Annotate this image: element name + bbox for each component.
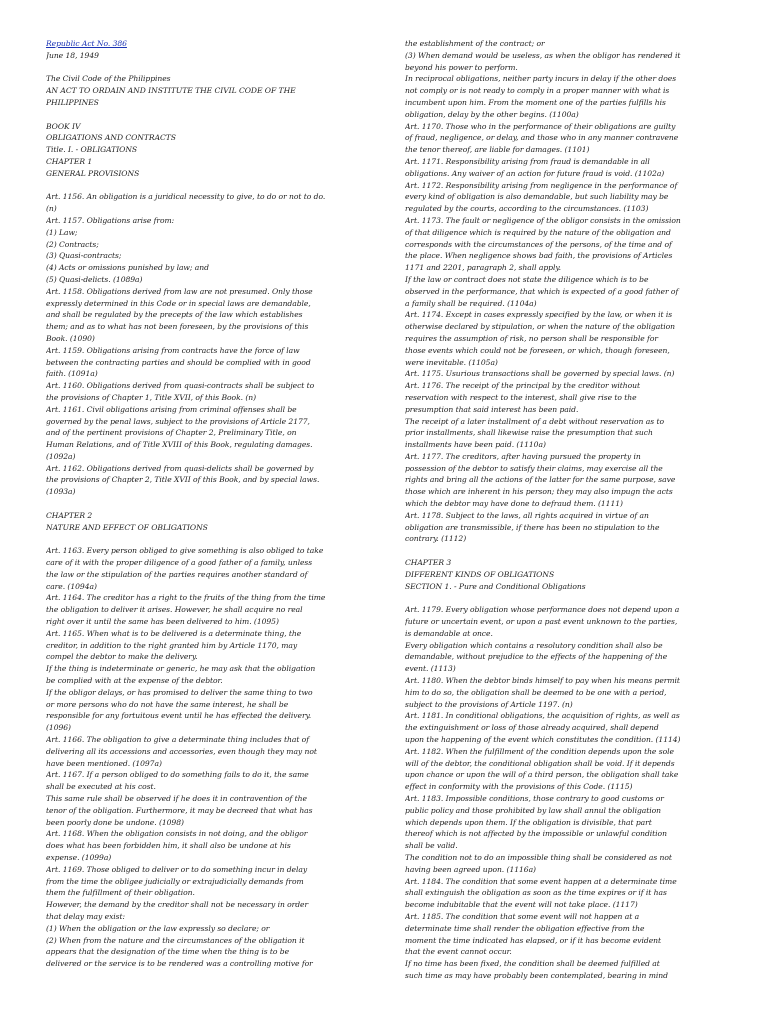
text-line: AN ACT TO ORDAIN AND INSTITUTE THE CIVIL CODE OF THE [46, 86, 296, 96]
text-line: obligation, delay by the other begins. (1100a) [405, 109, 579, 119]
text-line: PHILIPPINES [46, 97, 99, 107]
text-line: that the event cannot occur. [405, 947, 512, 957]
text-line: Art. 1163. Every person obliged to give something is also obliged to take [46, 546, 324, 556]
republic-act-link[interactable]: Republic Act No. 386 [46, 39, 127, 48]
blank-line [46, 498, 364, 510]
text-line: determinate time shall render the obligation effective from the [405, 923, 645, 933]
text-line: possession of the debtor to satisfy their claims, may exercise all the [405, 463, 663, 473]
text-line: Art. 1161. Civil obligations arising from criminal offenses shall be [46, 404, 297, 414]
text-line: Art. 1184. The condition that some event happen at a determinate time [405, 876, 677, 886]
text-line: care. (1094a) [46, 581, 97, 591]
text-line: a family shall be required. (1104a) [405, 298, 537, 308]
text-line: having been agreed upon. (1116a) [405, 864, 536, 874]
text-line: regulated by the courts, according to the circumstances. (1103) [405, 204, 649, 214]
text-line: Art. 1183. Impossible conditions, those contrary to good customs or [405, 794, 664, 803]
text-line: of fraud, negligence, or delay, and those who in any manner contravene [405, 133, 679, 143]
text-line: corresponds with the circumstances of the persons, of the time and of [405, 239, 672, 249]
text-line: Art. 1177. The creditors, after having pursued the property in [405, 451, 641, 461]
text-line: and of the pertinent provisions of Chapter 2, Preliminary Title, on [46, 428, 297, 438]
text-line: event. (1113) [405, 664, 456, 674]
text-line: faith. (1091a) [46, 369, 98, 379]
text-line: become indubitable that the event will not take place. (1117) [405, 900, 638, 910]
text-line: (1) Law; [46, 227, 78, 237]
text-line: Art. 1175. Usurious transactions shall be governed by special laws. (n) [405, 369, 675, 379]
text-line: Art. 1173. The fault or negligence of the obligor consists in the omission [405, 215, 681, 225]
text-line: Art. 1182. When the fulfillment of the condition depends upon the sole [405, 746, 674, 756]
text-line: Title. I. - OBLIGATIONS [46, 145, 138, 155]
blank-line [46, 533, 364, 545]
text-line: demandable, without prejudice to the effects of the happening of the [405, 652, 668, 662]
text-line: between the contracting parties and should be complied with in good [46, 357, 311, 367]
text-line: If no time has been fixed, the condition shall be deemed fulfilled at [405, 959, 660, 969]
text-line: Art. 1166. The obligation to give a determinate thing includes that of [46, 735, 309, 745]
text-line: moment the time indicated has elapsed, or if it has become evident [405, 935, 661, 945]
text-line: DIFFERENT KINDS OF OBLIGATIONS [405, 569, 555, 579]
enactment-date: June 18, 1949 [46, 50, 99, 60]
left-column-text [46, 62, 364, 970]
text-line: delivered or the service is to be rendered was a controlling motive for [46, 959, 313, 969]
text-line: installments have been paid. (1110a) [405, 440, 546, 450]
text-line: reservation with respect to the interest, shall give rise to the [405, 392, 637, 402]
text-line: contrary. (1112) [405, 534, 467, 544]
text-line: the obligation to deliver it arises. However, he shall acquire no real [46, 605, 303, 615]
text-line: does what has been forbidden him, it shall also be undone at his [46, 841, 291, 851]
text-line: effect in conformity with the provisions of this Code. (1115) [405, 782, 633, 792]
text-line: rights and bring all the actions of the latter for the same purpose, save [405, 475, 676, 485]
text-line: SECTION 1. - Pure and Conditional Obligations [405, 581, 586, 591]
text-line: requires the assumption of risk, no person shall be responsible for [405, 333, 658, 343]
text-line: the provisions of Chapter 2, Title XVII of this Book, and by special laws. [46, 475, 320, 485]
text-line: However, the demand by the creditor shall not be necessary in order [46, 900, 309, 910]
text-line: be complied with at the expense of the debtor. [46, 676, 223, 686]
text-line: beyond his power to perform. [405, 62, 518, 72]
text-line: Art. 1170. Those who in the performance of their obligations are guilty [405, 121, 676, 131]
text-line: every kind of obligation is also demandable, but such liability may be [405, 192, 669, 202]
text-line: the extinguishment or loss of those already acquired, shall depend [405, 723, 659, 733]
text-line: Art. 1179. Every obligation whose performance does not depend upon a [405, 605, 680, 615]
text-line: This same rule shall be observed if he does it in contravention of the [46, 794, 307, 803]
text-line: (1096) [46, 723, 71, 733]
text-line: were inevitable. (1105a) [405, 357, 498, 367]
text-line: 1171 and 2201, paragraph 2, shall apply. [405, 263, 561, 273]
text-line: those which are inherent in his person; they may also impugn the acts [405, 487, 673, 497]
text-line: observed in the performance, that which is expected of a good father of [405, 286, 679, 296]
text-line: right over it until the same has been delivered to him. (1095) [46, 617, 279, 627]
text-line: (1093a) [46, 487, 76, 497]
text-line: care of it with the proper diligence of a good father of a family, unless [46, 558, 313, 568]
text-line: them; and as to what has not been foreseen, by the provisions of this [46, 322, 309, 332]
text-line: the establishment of the contract; or [405, 39, 545, 48]
blank-line [46, 109, 364, 121]
text-line: (4) Acts or omissions punished by law; and [46, 263, 209, 273]
text-line: shall be valid. [405, 841, 458, 851]
left-column [46, 38, 364, 970]
text-line: or more persons who do not have the same interest, he shall be [46, 699, 289, 709]
text-line: (n) [46, 204, 57, 214]
text-line: will of the debtor, the conditional obligation shall be void. If it depends [405, 758, 675, 768]
text-line: the tenor thereof, are liable for damages. (1101) [405, 145, 590, 155]
text-line: creditor, in addition to the right granted him by Article 1170, may [46, 640, 298, 650]
text-line: Art. 1157. Obligations arise from: [46, 215, 175, 225]
text-line: Art. 1159. Obligations arising from contracts have the force of law [46, 345, 300, 355]
text-line: expense. (1099a) [46, 852, 112, 862]
text-line: future or uncertain event, or upon a past event unknown to the parties, [405, 617, 678, 627]
blank-line [46, 180, 364, 192]
text-line: of that diligence which is required by the nature of the obligation and [405, 227, 671, 237]
text-line: (1092a) [46, 451, 76, 461]
text-line: which depends upon them. If the obligation is divisible, that part [405, 817, 652, 827]
text-line: which the debtor may have done to defraud them. (1111) [405, 499, 623, 509]
text-line: Art. 1176. The receipt of the principal by the creditor without [405, 381, 640, 391]
text-line: In reciprocal obligations, neither party incurs in delay if the other does [405, 74, 677, 84]
text-line: Every obligation which contains a resolutory condition shall also be [405, 640, 663, 650]
text-line: CHAPTER 1 [46, 156, 93, 166]
text-line: Art. 1174. Except in cases expressly specified by the law, or when it is [405, 310, 673, 320]
text-line: him to do so, the obligation shall be deemed to be one with a period, [405, 687, 667, 697]
text-line: The Civil Code of the Philippines [46, 74, 171, 84]
text-line: Book. (1090) [46, 333, 95, 343]
text-line: The receipt of a later installment of a debt without reservation as to [405, 416, 664, 426]
text-line: Art. 1167. If a person obliged to do something fails to do it, the same [46, 770, 309, 780]
text-line: delivering all its accessions and accessories, even though they may not [46, 746, 317, 756]
text-line: upon chance or upon the will of a third person, the obligation shall take [405, 770, 679, 780]
text-line: NATURE AND EFFECT OF OBLIGATIONS [46, 522, 208, 532]
text-line: Art. 1181. In conditional obligations, the acquisition of rights, as well as [405, 711, 680, 721]
text-line: Art. 1178. Subject to the laws, all rights acquired in virtue of an [405, 510, 649, 520]
text-line: shall extinguish the obligation as soon as the time expires or if it has [405, 888, 667, 898]
text-line: expressly determined in this Code or in special laws are demandable, [46, 298, 311, 308]
text-line: been poorly done be undone. (1098) [46, 817, 184, 827]
text-line: them the fulfillment of their obligation. [46, 888, 195, 898]
text-line: compel the debtor to make the delivery. [46, 652, 198, 662]
text-line: (5) Quasi-delicts. (1089a) [46, 274, 143, 284]
text-line: have been mentioned. (1097a) [46, 758, 162, 768]
text-line: prior installments, shall likewise raise the presumption that such [405, 428, 653, 438]
text-line: Art. 1160. Obligations derived from quasi-contracts shall be subject to [46, 381, 315, 391]
text-line: CHAPTER 2 [46, 510, 93, 520]
text-line: BOOK IV [46, 121, 81, 131]
text-line: the provisions of Chapter 1, Title XVII, of this Book. (n) [46, 392, 257, 402]
text-line: otherwise declared by stipulation, or when the nature of the obligation [405, 322, 676, 332]
text-line: Art. 1172. Responsibility arising from negligence in the performance of [405, 180, 678, 190]
text-line: Art. 1169. Those obliged to deliver or to do something incur in delay [46, 864, 308, 874]
text-line: (3) When demand would be useless, as when the obligor has rendered it [405, 50, 681, 60]
text-line: incumbent upon him. From the moment one of the parties fulfills his [405, 97, 666, 107]
text-line: the law or the stipulation of the parties requires another standard of [46, 569, 308, 579]
text-line: The condition not to do an impossible thing shall be considered as not [405, 852, 672, 862]
text-line: Art. 1171. Responsibility arising from fraud is demandable in all [405, 156, 650, 166]
right-column-text [405, 38, 725, 982]
text-line: CHAPTER 3 [405, 558, 452, 568]
text-line: (3) Quasi-contracts; [46, 251, 122, 261]
text-line: Human Relations, and of Title XVIII of this Book, regulating damages. [46, 440, 313, 450]
blank-line [405, 545, 725, 557]
text-line: such time as may have probably been contemplated, bearing in mind [405, 970, 668, 980]
text-line: If the law or contract does not state the diligence which is to be [405, 274, 649, 284]
text-line: those events which could not be foreseen, or which, though foreseen, [405, 345, 670, 355]
text-line: Art. 1168. When the obligation consists in not doing, and the obligor [46, 829, 308, 839]
text-line: obligations. Any waiver of an action for future fraud is void. (1102a) [405, 168, 665, 178]
text-line: appears that the designation of the time when the thing is to be [46, 947, 290, 957]
text-line: shall be executed at his cost. [46, 782, 156, 792]
text-line: is demandable at once. [405, 628, 493, 638]
text-line: upon the happening of the event which constitutes the condition. (1114) [405, 735, 681, 745]
text-line: that delay may exist: [46, 911, 126, 921]
right-column [405, 38, 725, 982]
text-line: the place. When negligence shows bad faith, the provisions of Articles [405, 251, 673, 261]
text-line: If the thing is indeterminate or generic, he may ask that the obligation [46, 664, 316, 674]
text-line: not comply or is not ready to comply in a proper manner with what is [405, 86, 670, 96]
text-line: Art. 1164. The creditor has a right to the fruits of the thing from the time [46, 593, 326, 603]
text-line: tenor of the obligation. Furthermore, it may be decreed that what has [46, 805, 313, 815]
text-line: and shall be regulated by the precepts of the law which establishes [46, 310, 303, 320]
text-line: obligation are transmissible, if there has been no stipulation to the [405, 522, 660, 532]
text-line: (1) When the obligation or the law expressly so declare; or [46, 923, 270, 933]
text-line: public policy and those prohibited by law shall annul the obligation [405, 805, 662, 815]
text-line: If the obligor delays, or has promised to deliver the same thing to two [46, 687, 313, 697]
text-line: Art. 1158. Obligations derived from law are not presumed. Only those [46, 286, 313, 296]
blank-line [46, 62, 364, 74]
text-line: (2) Contracts; [46, 239, 99, 249]
text-line: responsible for any fortuitous event until he has effected the delivery. [46, 711, 312, 721]
text-line: presumption that said interest has been paid. [405, 404, 579, 414]
text-line: (2) When from the nature and the circumstances of the obligation it [46, 935, 305, 945]
blank-line [405, 592, 725, 604]
text-line: GENERAL PROVISIONS [46, 168, 140, 178]
text-line: subject to the provisions of Article 1197. (n) [405, 699, 573, 709]
text-line: thereof which is not affected by the impossible or unlawful condition [405, 829, 667, 839]
text-line: Art. 1180. When the debtor binds himself to pay when his means permit [405, 676, 680, 686]
text-line: OBLIGATIONS AND CONTRACTS [46, 133, 176, 143]
text-line: from the time the obligee judicially or extrajudicially demands from [46, 876, 304, 886]
text-line: Art. 1185. The condition that some event will not happen at a [405, 911, 640, 921]
text-line: Art. 1162. Obligations derived from quasi-delicts shall be governed by [46, 463, 314, 473]
text-line: Art. 1165. When what is to be delivered is a determinate thing, the [46, 628, 302, 638]
text-line: governed by the penal laws, subject to the provisions of Article 2177, [46, 416, 310, 426]
text-line: Art. 1156. An obligation is a juridical necessity to give, to do or not to do. [46, 192, 326, 202]
